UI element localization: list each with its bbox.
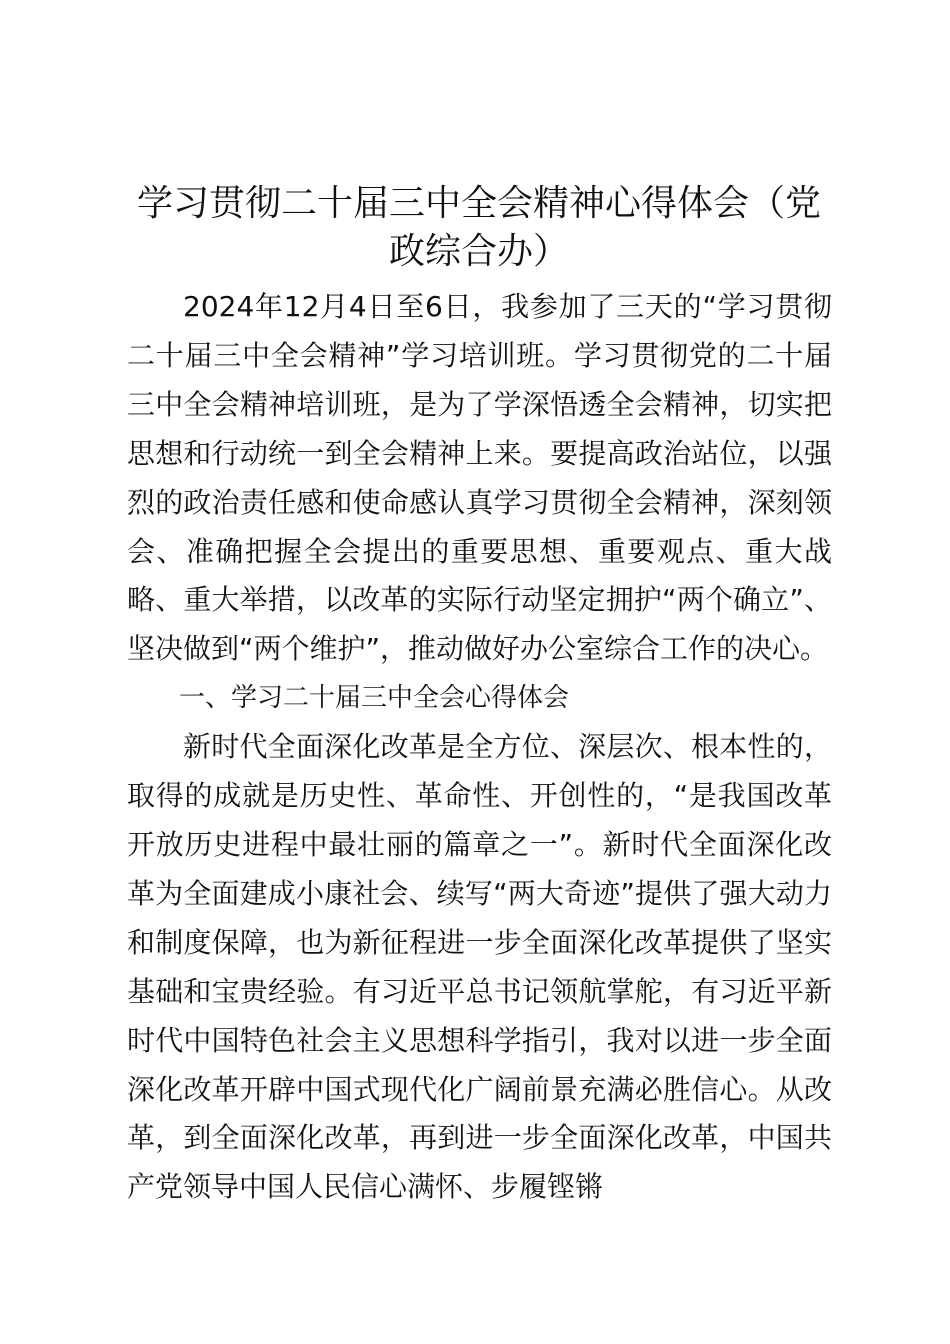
section-heading-1: 一、学习二十届三中全会心得体会 (179, 683, 570, 714)
document-body (127, 283, 832, 1212)
document-title: 学习贯彻二十届三中全会精神心得体会（党政综合办） (136, 183, 821, 272)
paragraph-intro: 2024年12月4日至6日，我参加了三天的“学习贯彻二十届三中全会精神”学习培训班。学习贯彻党的二十届三中全会精神培训班，是为了学深悟透全会精神，切实把思想和行动统一到全会精神上来。要提高政治站位，以强烈的政治责任感和使命感认真学习贯彻全会精神，深刻领会、准确把握全会提出的重要思想、重要观点、重大战略、重大举措，以改革的实际行动坚定拥护“两个确立”、坚决做到“两个维护”，推动做好办公室综合工作的决心。 (127, 290, 832, 666)
paragraph-section-1: 新时代全面深化改革是全方位、深层次、根本性的，取得的成就是历史性、革命性、开创性的，“是我国改革开放历史进程中最壮丽的篇章之一”。新时代全面深化改革为全面建成小康社会、续写“两大奇迹”提供了强大动力和制度保障，也为新征程进一步全面深化改革提供了坚实基础和宝贵经验。有习近平总书记领航掌舵，有习近平新时代中国特色社会主义思想科学指引，我对以进一步全面深化改革开辟中国式现代化广阔前景充满必胜信心。从改革，到全面深化改革，再到进一步全面深化改革，中国共产党领导中国人民信心满怀、步履铿锵 (127, 730, 832, 1204)
